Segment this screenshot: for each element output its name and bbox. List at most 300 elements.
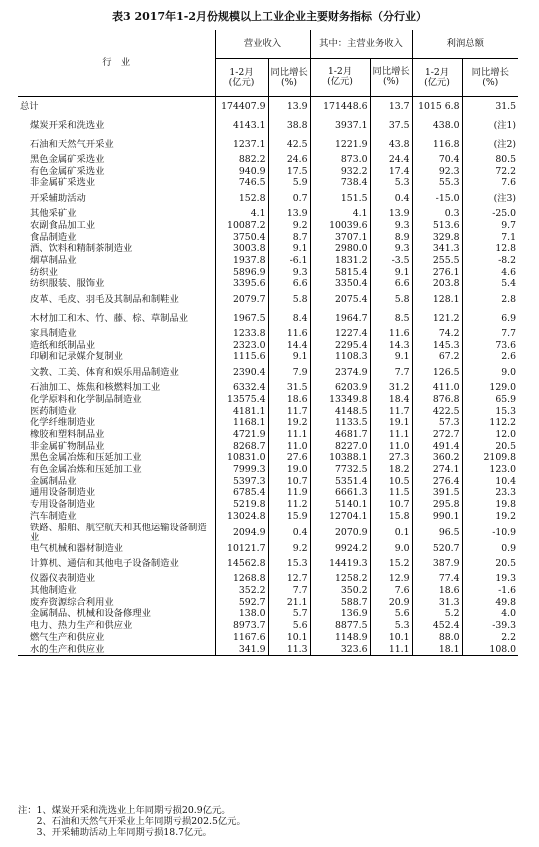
revenue-value: 10831.0 [215, 452, 268, 464]
main-business-yoy: 18.2 [370, 464, 412, 476]
industry-name: 总计 [20, 100, 39, 112]
revenue-yoy: 11.2 [268, 499, 310, 511]
profit-yoy: 2.2 [462, 632, 518, 644]
industry-name: 铁路、船舶、航空航天和其他运输设备制造业 [30, 522, 207, 543]
profit-value: 276.1 [412, 267, 462, 279]
profit-value: 387.9 [412, 554, 462, 573]
main-business-value: 4681.7 [310, 429, 370, 441]
table-row [18, 135, 518, 154]
profit-yoy: 23.3 [462, 487, 518, 499]
profit-yoy: 108.0 [462, 644, 518, 656]
profit-value: 1015 6.8 [412, 97, 462, 117]
industry-name: 其他制造业 [30, 584, 77, 596]
revenue-value: 2390.4 [215, 363, 268, 382]
industry-name: 纺织业 [30, 266, 58, 278]
profit-yoy: 12.8 [462, 243, 518, 255]
main-business-yoy: 13.9 [370, 208, 412, 220]
profit-yoy: 80.5 [462, 154, 518, 166]
revenue-value: 6332.4 [215, 382, 268, 394]
profit-value: 88.0 [412, 632, 462, 644]
revenue-value: 13575.4 [215, 394, 268, 406]
footnote-1: 注：1、煤炭开采和洗选业上年同期亏损20.9亿元。 [18, 805, 231, 816]
revenue-value: 8268.7 [215, 441, 268, 453]
profit-yoy: 112.2 [462, 417, 518, 429]
profit-value: 203.8 [412, 278, 462, 290]
main-business-value: 8227.0 [310, 441, 370, 453]
main-business-yoy: 14.3 [370, 340, 412, 352]
revenue-value: 3750.4 [215, 232, 268, 244]
revenue-value: 4181.1 [215, 406, 268, 418]
profit-value: 57.3 [412, 417, 462, 429]
profit-yoy: -39.3 [462, 620, 518, 632]
profit-value: 411.0 [412, 382, 462, 394]
footnote-3: 3、开采辅助活动上年同期亏损18.7亿元。 [18, 827, 212, 838]
revenue-yoy: 38.8 [268, 116, 310, 135]
revenue-value: 1115.6 [215, 351, 268, 363]
table-row [18, 487, 518, 499]
industry-name: 食品制造业 [30, 231, 77, 243]
table-row [18, 309, 518, 328]
main-business-value: 13349.8 [310, 394, 370, 406]
header-profit-yoy: 同比增长 (%) [462, 59, 518, 97]
table-row [18, 499, 518, 511]
industry-name: 电力、热力生产和供应业 [30, 620, 133, 632]
industry-name: 文教、工美、体育和娱乐用品制造业 [30, 366, 179, 378]
main-business-value: 1831.2 [310, 255, 370, 267]
revenue-value: 3003.8 [215, 243, 268, 255]
industry-name: 橡胶和塑料制品业 [30, 428, 105, 440]
main-business-yoy: 10.1 [370, 632, 412, 644]
main-business-yoy: 11.1 [370, 644, 412, 656]
table-title: 表3 2017年1-2月份规模以上工业企业主要财务指标（分行业） [112, 10, 427, 23]
revenue-value: 882.2 [215, 154, 268, 166]
revenue-value: 10121.7 [215, 543, 268, 555]
industry-name: 电气机械和器材制造业 [30, 542, 123, 554]
revenue-yoy: 15.9 [268, 511, 310, 523]
table-row [18, 243, 518, 255]
main-business-value: 1133.5 [310, 417, 370, 429]
profit-yoy: 49.8 [462, 597, 518, 609]
revenue-value: 5219.8 [215, 499, 268, 511]
main-business-value: 14419.3 [310, 554, 370, 573]
revenue-yoy: 19.0 [268, 464, 310, 476]
industry-name: 非金属矿采选业 [30, 177, 96, 189]
revenue-value: 10087.2 [215, 220, 268, 232]
header-industry: 行 业 [18, 30, 215, 97]
revenue-yoy: 13.9 [268, 97, 310, 117]
profit-yoy: 9.0 [462, 363, 518, 382]
revenue-yoy: 7.9 [268, 363, 310, 382]
profit-value: -15.0 [412, 189, 462, 208]
industry-name: 废弃资源综合利用业 [30, 596, 114, 608]
table-row [18, 189, 518, 208]
profit-value: 272.7 [412, 429, 462, 441]
main-business-value: 873.0 [310, 154, 370, 166]
revenue-value: 592.7 [215, 597, 268, 609]
table-row [18, 340, 518, 352]
main-business-yoy: 9.3 [370, 220, 412, 232]
table-row [18, 476, 518, 488]
revenue-value: 341.9 [215, 644, 268, 656]
industry-name: 有色金属矿采选业 [30, 165, 105, 177]
revenue-yoy: 0.4 [268, 523, 310, 543]
main-business-value: 4148.5 [310, 406, 370, 418]
main-business-yoy: 8.9 [370, 232, 412, 244]
profit-yoy: 72.2 [462, 166, 518, 178]
main-business-yoy: 15.8 [370, 511, 412, 523]
main-business-yoy: 20.9 [370, 597, 412, 609]
table-row [18, 267, 518, 279]
table-row [18, 208, 518, 220]
table-row [18, 116, 518, 135]
profit-yoy: 5.4 [462, 278, 518, 290]
main-business-yoy: 24.4 [370, 154, 412, 166]
header-main-yoy: 同比增长 (%) [370, 59, 412, 97]
table-row [18, 220, 518, 232]
revenue-yoy: 18.6 [268, 394, 310, 406]
main-business-yoy: 17.4 [370, 166, 412, 178]
industry-name: 燃气生产和供应业 [30, 631, 105, 643]
main-business-value: 7732.5 [310, 464, 370, 476]
revenue-yoy: 9.1 [268, 243, 310, 255]
profit-value: 255.5 [412, 255, 462, 267]
main-business-yoy: 11.5 [370, 487, 412, 499]
table-row [18, 597, 518, 609]
main-business-value: 9924.2 [310, 543, 370, 555]
table-row [18, 441, 518, 453]
revenue-yoy: 9.3 [268, 267, 310, 279]
revenue-yoy: 14.4 [268, 340, 310, 352]
main-business-yoy: 31.2 [370, 382, 412, 394]
profit-value: 360.2 [412, 452, 462, 464]
revenue-yoy: 5.8 [268, 290, 310, 309]
revenue-yoy: 9.2 [268, 543, 310, 555]
main-business-yoy: 37.5 [370, 116, 412, 135]
profit-yoy: 15.3 [462, 406, 518, 418]
main-business-value: 1108.3 [310, 351, 370, 363]
revenue-value: 5896.9 [215, 267, 268, 279]
revenue-value: 8973.7 [215, 620, 268, 632]
main-business-value: 3707.1 [310, 232, 370, 244]
main-business-yoy: 5.8 [370, 290, 412, 309]
profit-value: 121.2 [412, 309, 462, 328]
main-business-value: 738.4 [310, 177, 370, 189]
table-row [18, 644, 518, 656]
profit-value: 513.6 [412, 220, 462, 232]
profit-value: 295.8 [412, 499, 462, 511]
revenue-yoy: 11.7 [268, 406, 310, 418]
profit-value: 438.0 [412, 116, 462, 135]
profit-value: 452.4 [412, 620, 462, 632]
revenue-value: 5397.3 [215, 476, 268, 488]
industry-name: 计算机、通信和其他电子设备制造业 [30, 557, 179, 569]
main-business-yoy: 8.5 [370, 309, 412, 328]
revenue-yoy: 11.0 [268, 441, 310, 453]
table-row [18, 166, 518, 178]
industry-name: 纺织服装、服饰业 [30, 278, 105, 290]
revenue-value: 7999.3 [215, 464, 268, 476]
main-business-yoy: 43.8 [370, 135, 412, 154]
profit-value: 0.3 [412, 208, 462, 220]
main-business-value: 2980.0 [310, 243, 370, 255]
profit-value: 74.2 [412, 328, 462, 340]
profit-value: 145.3 [412, 340, 462, 352]
industry-name: 金属制品、机械和设备修理业 [30, 608, 151, 620]
industry-name: 皮革、毛皮、羽毛及其制品和制鞋业 [30, 293, 179, 305]
main-business-yoy: 7.6 [370, 585, 412, 597]
main-business-value: 4.1 [310, 208, 370, 220]
main-business-value: 5815.4 [310, 267, 370, 279]
profit-value: 329.8 [412, 232, 462, 244]
profit-yoy: -25.0 [462, 208, 518, 220]
revenue-value: 4721.9 [215, 429, 268, 441]
main-business-yoy: 13.7 [370, 97, 412, 117]
main-business-yoy: 7.7 [370, 363, 412, 382]
industry-name: 石油加工、炼焦和核燃料加工业 [30, 382, 161, 394]
main-business-yoy: 0.1 [370, 523, 412, 543]
main-business-yoy: 5.3 [370, 620, 412, 632]
table-body [18, 97, 518, 656]
main-business-value: 3350.4 [310, 278, 370, 290]
profit-value: 77.4 [412, 573, 462, 585]
profit-value: 55.3 [412, 177, 462, 189]
profit-value: 96.5 [412, 523, 462, 543]
profit-yoy: 20.5 [462, 554, 518, 573]
profit-yoy: -1.6 [462, 585, 518, 597]
profit-value: 67.2 [412, 351, 462, 363]
table-row [18, 382, 518, 394]
profit-value: 70.4 [412, 154, 462, 166]
profit-yoy: -8.2 [462, 255, 518, 267]
main-business-value: 5140.1 [310, 499, 370, 511]
header-main-business: 其中：主营业务收入 [310, 30, 412, 58]
profit-value: 128.1 [412, 290, 462, 309]
industry-name: 仪器仪表制造业 [30, 573, 96, 585]
revenue-yoy: 15.3 [268, 554, 310, 573]
table-row [18, 232, 518, 244]
industry-name: 金属制品业 [30, 475, 77, 487]
profit-yoy: 20.5 [462, 441, 518, 453]
main-business-yoy: 9.3 [370, 243, 412, 255]
revenue-value: 174407.9 [215, 97, 268, 117]
table-row [18, 406, 518, 418]
revenue-value: 1237.1 [215, 135, 268, 154]
revenue-yoy: 19.2 [268, 417, 310, 429]
main-business-value: 12704.1 [310, 511, 370, 523]
header-revenue: 营业收入 [215, 30, 310, 58]
main-business-yoy: 6.6 [370, 278, 412, 290]
industry-name: 黑色金属矿采选业 [30, 154, 105, 165]
main-business-yoy: 18.4 [370, 394, 412, 406]
profit-value: 276.4 [412, 476, 462, 488]
main-business-value: 5351.4 [310, 476, 370, 488]
main-business-value: 10039.6 [310, 220, 370, 232]
industry-name: 化学原料和化学制品制造业 [30, 393, 142, 405]
header-profit-period: 1-2月 (亿元) [412, 59, 462, 97]
table-row [18, 620, 518, 632]
table-row [18, 351, 518, 363]
industry-name: 家具制造业 [30, 328, 77, 340]
main-business-yoy: 11.1 [370, 429, 412, 441]
profit-value: 92.3 [412, 166, 462, 178]
revenue-yoy: 11.9 [268, 487, 310, 499]
profit-yoy: (注3) [462, 189, 518, 208]
revenue-value: 2079.7 [215, 290, 268, 309]
main-business-yoy: -3.5 [370, 255, 412, 267]
table-row [18, 363, 518, 382]
revenue-yoy: 9.1 [268, 351, 310, 363]
main-business-value: 1258.2 [310, 573, 370, 585]
main-business-value: 151.5 [310, 189, 370, 208]
main-business-value: 2374.9 [310, 363, 370, 382]
footnotes [18, 805, 246, 838]
main-business-value: 588.7 [310, 597, 370, 609]
main-business-yoy: 10.5 [370, 476, 412, 488]
revenue-yoy: 11.6 [268, 328, 310, 340]
industry-name: 印刷和记录媒介复制业 [30, 351, 123, 363]
main-business-value: 3937.1 [310, 116, 370, 135]
profit-yoy: 7.6 [462, 177, 518, 189]
main-business-value: 323.6 [310, 644, 370, 656]
revenue-yoy: 21.1 [268, 597, 310, 609]
industry-name: 水的生产和供应业 [30, 643, 105, 655]
profit-yoy: 2.6 [462, 351, 518, 363]
table-row [18, 154, 518, 166]
revenue-yoy: 12.7 [268, 573, 310, 585]
industry-name: 造纸和纸制品业 [30, 339, 96, 351]
main-business-yoy: 5.6 [370, 608, 412, 620]
profit-value: 5.2 [412, 608, 462, 620]
profit-yoy: 73.6 [462, 340, 518, 352]
revenue-yoy: 42.5 [268, 135, 310, 154]
revenue-yoy: 0.7 [268, 189, 310, 208]
profit-yoy: 65.9 [462, 394, 518, 406]
header-profit: 利润总额 [412, 30, 518, 58]
profit-value: 18.6 [412, 585, 462, 597]
revenue-value: 2323.0 [215, 340, 268, 352]
main-business-value: 171448.6 [310, 97, 370, 117]
main-business-value: 1221.9 [310, 135, 370, 154]
profit-yoy: (注2) [462, 135, 518, 154]
industry-name: 开采辅助活动 [30, 192, 86, 204]
revenue-value: 14562.8 [215, 554, 268, 573]
revenue-value: 1167.6 [215, 632, 268, 644]
main-business-value: 2295.4 [310, 340, 370, 352]
main-business-value: 136.9 [310, 608, 370, 620]
main-business-value: 6661.3 [310, 487, 370, 499]
main-business-yoy: 15.2 [370, 554, 412, 573]
main-business-value: 1148.9 [310, 632, 370, 644]
industry-name: 烟草制品业 [30, 254, 77, 266]
profit-value: 31.3 [412, 597, 462, 609]
revenue-value: 2094.9 [215, 523, 268, 543]
revenue-value: 1937.8 [215, 255, 268, 267]
profit-value: 391.5 [412, 487, 462, 499]
table-row [18, 394, 518, 406]
main-business-value: 1227.4 [310, 328, 370, 340]
revenue-yoy: 24.6 [268, 154, 310, 166]
revenue-value: 1268.8 [215, 573, 268, 585]
table-row [18, 632, 518, 644]
profit-value: 422.5 [412, 406, 462, 418]
industry-name: 医药制造业 [30, 405, 77, 417]
industry-name: 煤炭开采和洗选业 [30, 119, 105, 131]
revenue-yoy: 27.6 [268, 452, 310, 464]
profit-yoy: 129.0 [462, 382, 518, 394]
main-business-yoy: 9.0 [370, 543, 412, 555]
table-row [18, 452, 518, 464]
profit-yoy: 2109.8 [462, 452, 518, 464]
profit-value: 990.1 [412, 511, 462, 523]
profit-yoy: 7.7 [462, 328, 518, 340]
revenue-yoy: 5.6 [268, 620, 310, 632]
profit-yoy: 19.2 [462, 511, 518, 523]
main-business-value: 8877.5 [310, 620, 370, 632]
main-business-value: 350.2 [310, 585, 370, 597]
revenue-value: 4.1 [215, 208, 268, 220]
industry-name: 通用设备制造业 [30, 487, 96, 499]
industry-name: 汽车制造业 [30, 510, 77, 522]
table-row [18, 429, 518, 441]
revenue-yoy: 10.7 [268, 476, 310, 488]
main-business-yoy: 10.7 [370, 499, 412, 511]
table-row [18, 511, 518, 523]
profit-yoy: 123.0 [462, 464, 518, 476]
industry-name: 石油和天然气开采业 [30, 138, 114, 150]
profit-yoy: 7.1 [462, 232, 518, 244]
profit-value: 126.5 [412, 363, 462, 382]
profit-value: 876.8 [412, 394, 462, 406]
revenue-value: 138.0 [215, 608, 268, 620]
table-row [18, 585, 518, 597]
revenue-yoy: 17.5 [268, 166, 310, 178]
revenue-yoy: 11.3 [268, 644, 310, 656]
main-business-yoy: 11.0 [370, 441, 412, 453]
main-business-value: 6203.9 [310, 382, 370, 394]
revenue-yoy: 13.9 [268, 208, 310, 220]
profit-value: 274.1 [412, 464, 462, 476]
profit-yoy: 19.8 [462, 499, 518, 511]
profit-value: 18.1 [412, 644, 462, 656]
table-row [18, 543, 518, 555]
table-row [18, 328, 518, 340]
revenue-yoy: 5.9 [268, 177, 310, 189]
profit-yoy: 9.7 [462, 220, 518, 232]
profit-yoy: 6.9 [462, 309, 518, 328]
profit-value: 116.8 [412, 135, 462, 154]
profit-yoy: -10.9 [462, 523, 518, 543]
main-business-yoy: 12.9 [370, 573, 412, 585]
main-business-yoy: 9.1 [370, 351, 412, 363]
revenue-value: 152.8 [215, 189, 268, 208]
revenue-value: 3395.6 [215, 278, 268, 290]
industry-name: 酒、饮料和精制茶制造业 [30, 243, 133, 255]
header-revenue-yoy: 同比增长 (%) [268, 59, 310, 97]
table-row [18, 278, 518, 290]
industry-name: 有色金属冶炼和压延加工业 [30, 464, 142, 476]
table-row [18, 417, 518, 429]
revenue-yoy: 6.6 [268, 278, 310, 290]
table-row [18, 97, 518, 117]
profit-yoy: 19.3 [462, 573, 518, 585]
table-row [18, 608, 518, 620]
revenue-yoy: -6.1 [268, 255, 310, 267]
revenue-value: 746.5 [215, 177, 268, 189]
revenue-yoy: 8.4 [268, 309, 310, 328]
main-business-value: 932.2 [310, 166, 370, 178]
table-row [18, 177, 518, 189]
table-row [18, 464, 518, 476]
